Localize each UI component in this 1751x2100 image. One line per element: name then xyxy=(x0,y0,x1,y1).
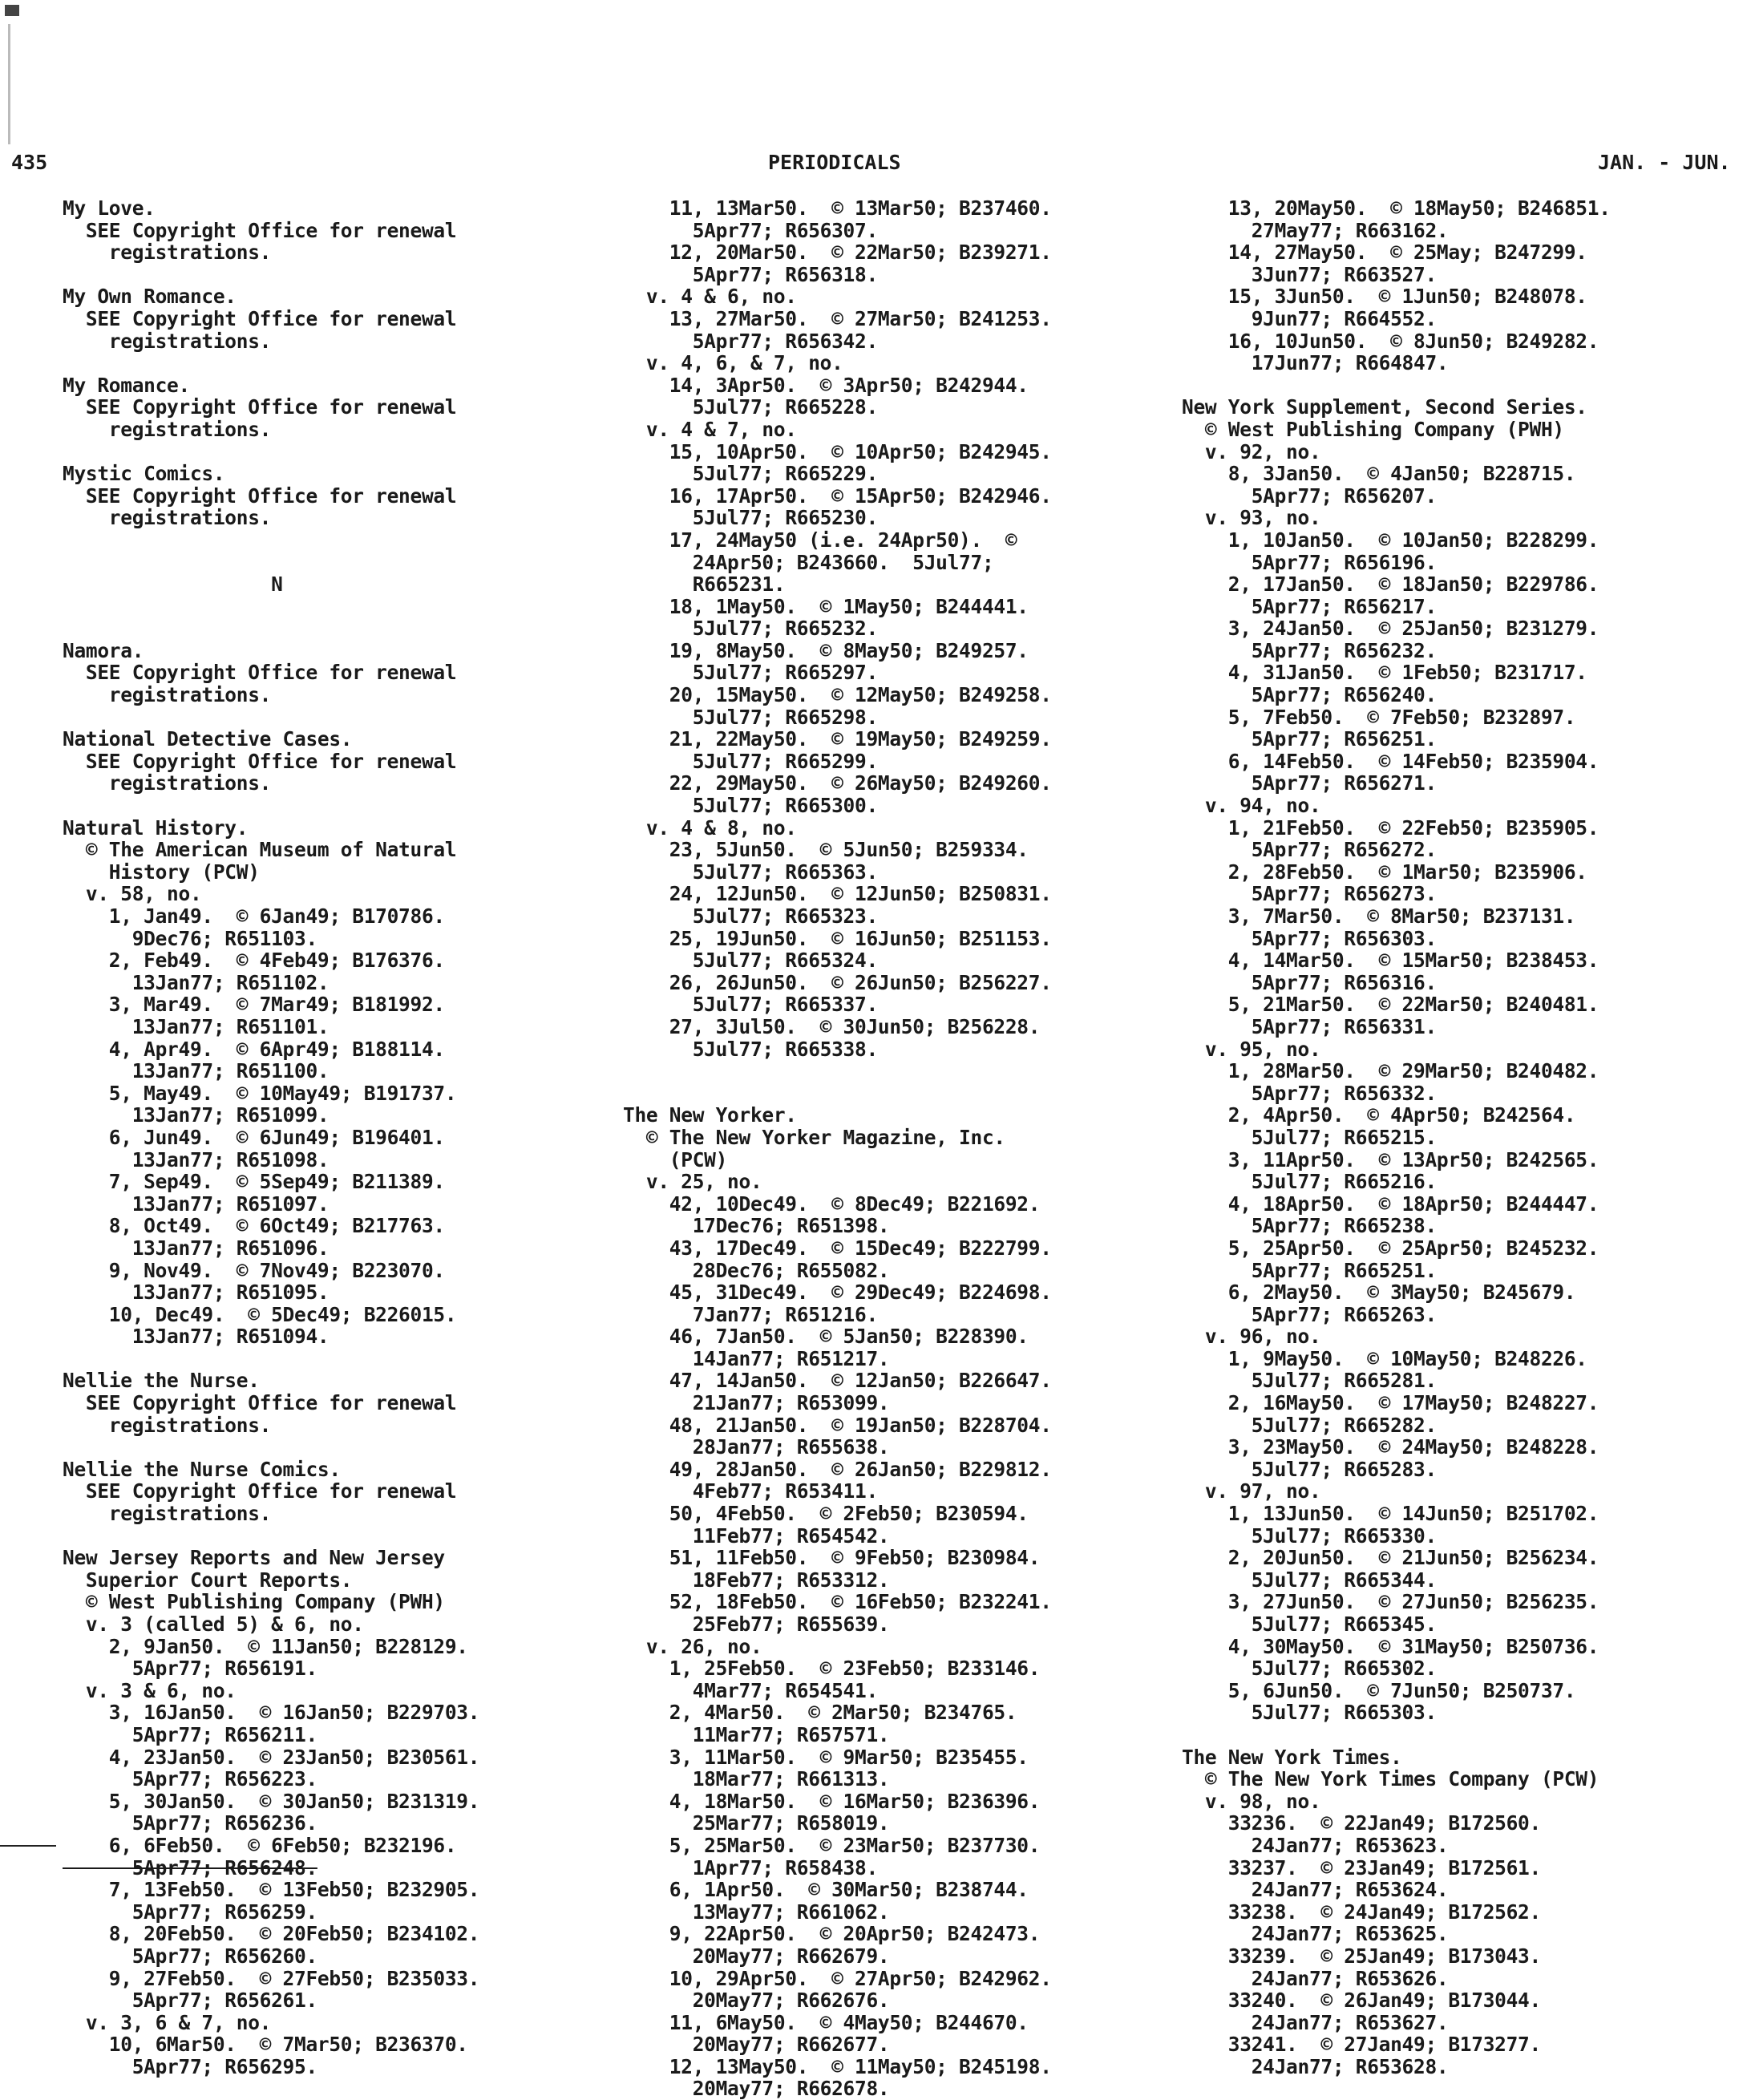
entry-line: 52, 18Feb50. © 16Feb50; B232241. xyxy=(623,1590,1052,1614)
entry-line: 11Mar77; R657571. xyxy=(623,1722,890,1746)
entry-line: 23, 5Jun50. © 5Jun50; B259334. xyxy=(623,838,1029,862)
entry-line: 5Apr77; R656240. xyxy=(1182,683,1437,707)
entry-line: 5Jul77; R665345. xyxy=(1182,1612,1437,1636)
entry-line: 28Dec76; R655082. xyxy=(623,1258,890,1282)
entry-line: 5Jul77; R665228. xyxy=(623,395,878,419)
entry-line: 5Apr77; R656318. xyxy=(623,262,878,286)
entry-line: 26, 26Jun50. © 26Jun50; B256227. xyxy=(623,970,1052,994)
entry-line: 9Dec76; R651103. xyxy=(63,926,317,950)
entry-line: The New York Times. xyxy=(1182,1745,1402,1769)
entry-line: 13Jan77; R651098. xyxy=(63,1147,330,1171)
entry-line: v. 26, no. xyxy=(623,1634,762,1658)
entry-line: v. 4 & 7, no. xyxy=(623,417,797,441)
entry-line: 24Jan77; R653623. xyxy=(1182,1833,1449,1857)
entry-line: 5Apr77; R656261. xyxy=(63,1989,317,2013)
entry-line: 20, 15May50. © 12May50; B249258. xyxy=(623,683,1052,707)
entry-line: 15, 10Apr50. © 10Apr50; B242945. xyxy=(623,439,1052,463)
entry-line: 6, 6Feb50. © 6Feb50; B232196. xyxy=(63,1833,457,1857)
entry-line: Mystic Comics. xyxy=(63,462,225,486)
entry-line: registrations. xyxy=(63,241,272,265)
entry-line: 47, 14Jan50. © 12Jan50; B226647. xyxy=(623,1369,1052,1393)
entry-line: 5, 25Apr50. © 25Apr50; B245232. xyxy=(1182,1236,1599,1260)
entry-line: 7, 13Feb50. © 13Feb50; B232905. xyxy=(63,1878,480,1902)
entry-line: 48, 21Jan50. © 19Jan50; B228704. xyxy=(623,1413,1052,1437)
entry-line: New Jersey Reports and New Jersey xyxy=(63,1546,445,1570)
entry-line: 24Jan77; R653626. xyxy=(1182,1966,1449,1990)
entry-line: 7, Sep49. © 5Sep49; B211389. xyxy=(63,1170,445,1194)
entry-line: 13Jan77; R651102. xyxy=(63,970,330,994)
entry-line: registrations. xyxy=(63,1502,272,1526)
entry-line: SEE Copyright Office for renewal xyxy=(63,218,457,242)
entry-line: 18Mar77; R661313. xyxy=(623,1767,890,1791)
entry-line: 51, 11Feb50. © 9Feb50; B230984. xyxy=(623,1546,1041,1570)
entry-line: 5Apr77; R656217. xyxy=(1182,594,1437,618)
entry-line: registrations. xyxy=(63,329,272,353)
entry-line: 22, 29May50. © 26May50; B249260. xyxy=(623,771,1052,795)
entry-line: 19, 8May50. © 8May50; B249257. xyxy=(623,638,1029,662)
entry-line xyxy=(63,596,479,618)
entry-line: 2, 4Apr50. © 4Apr50; B242564. xyxy=(1182,1103,1576,1127)
entry-line: 3, 27Jun50. © 27Jun50; B256235. xyxy=(1182,1590,1599,1614)
entry-line: N xyxy=(63,573,283,597)
entry-line: © West Publishing Company (PWH) xyxy=(63,1590,445,1614)
entry-line: 50, 4Feb50. © 2Feb50; B230594. xyxy=(623,1502,1029,1526)
entry-line: 5Apr77; R656211. xyxy=(63,1722,317,1746)
entry-line: 4, 14Mar50. © 15Mar50; B238453. xyxy=(1182,949,1599,973)
entry-line: 2, 16May50. © 17May50; B248227. xyxy=(1182,1391,1599,1415)
entry-line: 28Jan77; R655638. xyxy=(623,1435,890,1459)
entry-line: registrations. xyxy=(63,683,272,707)
entry-line: 5Apr77; R656272. xyxy=(1182,838,1437,862)
entry-line: 5Apr77; R656191. xyxy=(63,1657,317,1681)
entry-line: 5Apr77; R656196. xyxy=(1182,550,1437,574)
entry-line: 1, 10Jan50. © 10Jan50; B228299. xyxy=(1182,528,1599,552)
scan-artifact xyxy=(8,24,10,144)
entry-line: 3, 11Mar50. © 9Mar50; B235455. xyxy=(623,1745,1029,1769)
entry-line: 5Apr77; R656331. xyxy=(1182,1014,1437,1038)
entry-line: registrations. xyxy=(63,417,272,441)
entry-line xyxy=(63,795,479,817)
entry-line: 5Jul77; R665344. xyxy=(1182,1568,1437,1592)
entry-line: 33237. © 23Jan49; B172561. xyxy=(1182,1855,1541,1879)
entry-line: 1, Jan49. © 6Jan49; B170786. xyxy=(63,904,445,928)
entry-line: 1, 13Jun50. © 14Jun50; B251702. xyxy=(1182,1502,1599,1526)
entry-line: 16, 10Jun50. © 8Jun50; B249282. xyxy=(1182,329,1599,353)
entry-line: 8, Oct49. © 6Oct49; B217763. xyxy=(63,1214,445,1238)
entry-line: 4, 23Jan50. © 23Jan50; B230561. xyxy=(63,1745,480,1769)
entry-line: © The New York Times Company (PCW) xyxy=(1182,1767,1599,1791)
entry-line: 4, 18Apr50. © 18Apr50; B244447. xyxy=(1182,1192,1599,1216)
entry-line: SEE Copyright Office for renewal xyxy=(63,306,457,330)
entry-line: 13Jan77; R651101. xyxy=(63,1014,330,1038)
entry-line: 21Jan77; R653099. xyxy=(623,1391,890,1415)
column-left xyxy=(63,197,479,2078)
entry-line: New York Supplement, Second Series. xyxy=(1182,395,1587,419)
entry-line: 5Jul77; R665283. xyxy=(1182,1457,1437,1481)
entry-line: 6, 1Apr50. © 30Mar50; B238744. xyxy=(623,1878,1029,1902)
entry-line: 27, 3Jul50. © 30Jun50; B256228. xyxy=(623,1014,1041,1038)
entry-line: 13Jan77; R651097. xyxy=(63,1192,330,1216)
entry-line: v. 3 & 6, no. xyxy=(63,1678,237,1702)
entry-line: 2, 9Jan50. © 11Jan50; B228129. xyxy=(63,1634,468,1658)
entry-line: History (PCW) xyxy=(63,860,260,884)
entry-line: © The New Yorker Magazine, Inc. xyxy=(623,1125,1005,1149)
entry-line xyxy=(623,1082,1052,1105)
entry-line xyxy=(63,529,479,552)
entry-line: SEE Copyright Office for renewal xyxy=(63,395,457,419)
entry-line: 6, 2May50. © 3May50; B245679. xyxy=(1182,1281,1576,1305)
entry-line: 1, 21Feb50. © 22Feb50; B235905. xyxy=(1182,815,1599,840)
entry-line: 5, 7Feb50. © 7Feb50; B232897. xyxy=(1182,705,1576,729)
entry-line: 5Jul77; R665232. xyxy=(623,617,878,641)
entry-line: The New Yorker. xyxy=(623,1103,797,1127)
entry-line: 33236. © 22Jan49; B172560. xyxy=(1182,1811,1541,1835)
column-right xyxy=(1182,197,1611,2078)
entry-line: 1, 25Feb50. © 23Feb50; B233146. xyxy=(623,1657,1041,1681)
entry-line: © The American Museum of Natural xyxy=(63,838,457,862)
entry-line: 5Jul77; R665230. xyxy=(623,506,878,530)
entry-line: 3, 11Apr50. © 13Apr50; B242565. xyxy=(1182,1147,1599,1171)
entry-line xyxy=(623,1060,1052,1082)
entry-line xyxy=(63,1525,479,1548)
entry-line: 17Dec76; R651398. xyxy=(623,1214,890,1238)
entry-line: v. 58, no. xyxy=(63,882,202,906)
entry-line: SEE Copyright Office for renewal xyxy=(63,749,457,773)
entry-line: 5Apr77; R656207. xyxy=(1182,484,1437,508)
entry-line: SEE Copyright Office for renewal xyxy=(63,1391,457,1415)
entry-line: 33241. © 27Jan49; B173277. xyxy=(1182,2033,1541,2057)
entry-line: 8, 20Feb50. © 20Feb50; B234102. xyxy=(63,1922,480,1946)
entry-line: registrations. xyxy=(63,771,272,795)
entry-line: My Romance. xyxy=(63,373,190,397)
entry-line: 5Apr77; R656271. xyxy=(1182,771,1437,795)
entry-line: 2, 28Feb50. © 1Mar50; B235906. xyxy=(1182,860,1587,884)
entry-line: 49, 28Jan50. © 26Jan50; B229812. xyxy=(623,1457,1052,1481)
entry-line: 11Feb77; R654542. xyxy=(623,1523,890,1548)
entry-line: © West Publishing Company (PWH) xyxy=(1182,417,1564,441)
entry-line: 5Jul77; R665281. xyxy=(1182,1369,1437,1393)
entry-line: 9, 27Feb50. © 27Feb50; B235033. xyxy=(63,1966,480,1990)
entry-line: Namora. xyxy=(63,638,144,662)
entry-line: 3, Mar49. © 7Mar49; B181992. xyxy=(63,993,445,1017)
entry-line: 5Jul77; R665338. xyxy=(623,1037,878,1061)
running-title: PERIODICALS xyxy=(768,151,901,174)
entry-line: v. 98, no. xyxy=(1182,1789,1321,1813)
entry-line: 13, 20May50. © 18May50; B246851. xyxy=(1182,196,1611,220)
entry-line: 5Jul77; R665324. xyxy=(623,949,878,973)
entry-line: 5Jul77; R665298. xyxy=(623,705,878,729)
entry-line: v. 4 & 8, no. xyxy=(623,815,797,840)
entry-line: 5Apr77; R656316. xyxy=(1182,970,1437,994)
entry-line: 24Jan77; R653625. xyxy=(1182,1922,1449,1946)
entry-line: 18Feb77; R653312. xyxy=(623,1568,890,1592)
entry-line: 5, 6Jun50. © 7Jun50; B250737. xyxy=(1182,1678,1576,1702)
entry-line: 5Apr77; R665263. xyxy=(1182,1302,1437,1326)
entry-line: 18, 1May50. © 1May50; B244441. xyxy=(623,594,1029,618)
entry-line: 5Jul77; R665302. xyxy=(1182,1657,1437,1681)
entry-line: 14Jan77; R651217. xyxy=(623,1346,890,1370)
entry-line: 11, 6May50. © 4May50; B244670. xyxy=(623,2010,1029,2034)
entry-line: 11, 13Mar50. © 13Mar50; B237460. xyxy=(623,196,1052,220)
entry-line: registrations. xyxy=(63,1413,272,1437)
entry-line: 5Apr77; R656307. xyxy=(623,218,878,242)
entry-line: 5Apr77; R656236. xyxy=(63,1811,317,1835)
entry-line: 13Jan77; R651099. xyxy=(63,1103,330,1127)
entry-line: 9, Nov49. © 7Nov49; B223070. xyxy=(63,1258,445,1282)
entry-line: 2, 17Jan50. © 18Jan50; B229786. xyxy=(1182,573,1599,597)
entry-line: 3, 24Jan50. © 25Jan50; B231279. xyxy=(1182,617,1599,641)
entry-line: 8, 3Jan50. © 4Jan50; B228715. xyxy=(1182,462,1576,486)
entry-line: 10, Dec49. © 5Dec49; B226015. xyxy=(63,1302,457,1326)
entry-line: 4, 30May50. © 31May50; B250736. xyxy=(1182,1634,1599,1658)
entry-line xyxy=(63,552,479,574)
entry-line: 17Jun77; R664847. xyxy=(1182,351,1449,375)
entry-line: registrations. xyxy=(63,506,272,530)
entry-line: Superior Court Reports. xyxy=(63,1568,353,1592)
page-number: 435 xyxy=(11,151,48,174)
entry-line: Natural History. xyxy=(63,815,249,840)
entry-line: 24, 12Jun50. © 12Jun50; B250831. xyxy=(623,882,1052,906)
entry-line: 5Apr77; R656295. xyxy=(63,2054,317,2078)
entry-line: My Love. xyxy=(63,196,156,220)
entry-line: 5Apr77; R656303. xyxy=(1182,926,1437,950)
entry-line xyxy=(63,1436,479,1459)
entry-line xyxy=(63,264,479,286)
margin-mark xyxy=(0,1845,56,1847)
entry-line: 13May77; R661062. xyxy=(623,1900,890,1924)
entry-line: v. 94, no. xyxy=(1182,794,1321,818)
entry-line: 3, 7Mar50. © 8Mar50; B237131. xyxy=(1182,904,1576,928)
entry-line: 20May77; R662677. xyxy=(623,2033,890,2057)
entry-line: 15, 3Jun50. © 1Jun50; B248078. xyxy=(1182,285,1587,309)
entry-line: 46, 7Jan50. © 5Jan50; B228390. xyxy=(623,1325,1029,1349)
entry-line: v. 93, no. xyxy=(1182,506,1321,530)
entry-line: 1Apr77; R658438. xyxy=(623,1855,878,1879)
entry-line: 1, 9May50. © 10May50; B248226. xyxy=(1182,1346,1587,1370)
entry-line: SEE Copyright Office for renewal xyxy=(63,484,457,508)
entry-line: 5Jul77; R665303. xyxy=(1182,1701,1437,1725)
entry-line: 5, 21Mar50. © 22Mar50; B240481. xyxy=(1182,993,1599,1017)
entry-line: v. 25, no. xyxy=(623,1170,762,1194)
entry-line: 13Jan77; R651094. xyxy=(63,1325,330,1349)
entry-line: 5Apr77; R656332. xyxy=(1182,1081,1437,1105)
entry-line: 25, 19Jun50. © 16Jun50; B251153. xyxy=(623,926,1052,950)
entry-line: 4, 18Mar50. © 16Mar50; B236396. xyxy=(623,1789,1041,1813)
entry-line xyxy=(63,1348,479,1370)
entry-line: 5Jul77; R665330. xyxy=(1182,1523,1437,1548)
entry-line: 5Apr77; R656232. xyxy=(1182,638,1437,662)
entry-line: 13, 27Mar50. © 27Mar50; B241253. xyxy=(623,306,1052,330)
entry-line: 5, 30Jan50. © 30Jan50; B231319. xyxy=(63,1789,480,1813)
entry-line: 5Jul77; R665216. xyxy=(1182,1170,1437,1194)
entry-line: 43, 17Dec49. © 15Dec49; B222799. xyxy=(623,1236,1052,1260)
entry-line: 5Jul77; R665323. xyxy=(623,904,878,928)
entry-line: 1, 28Mar50. © 29Mar50; B240482. xyxy=(1182,1059,1599,1083)
entry-line: 5Apr77; R656260. xyxy=(63,1944,317,1968)
entry-line: 25Mar77; R658019. xyxy=(623,1811,890,1835)
entry-line: 13Jan77; R651100. xyxy=(63,1059,330,1083)
entry-line: 20May77; R662679. xyxy=(623,1944,890,1968)
entry-line: 33238. © 24Jan49; B172562. xyxy=(1182,1900,1541,1924)
entry-line: 5Jul77; R665299. xyxy=(623,749,878,773)
entry-line: 24Jan77; R653628. xyxy=(1182,2054,1449,2078)
entry-line: 13Jan77; R651096. xyxy=(63,1236,330,1260)
entry-line: National Detective Cases. xyxy=(63,727,353,751)
entry-line: Nellie the Nurse. xyxy=(63,1369,260,1393)
entry-line: (PCW) xyxy=(623,1147,728,1171)
entry-line: 3, 16Jan50. © 16Jan50; B229703. xyxy=(63,1701,480,1725)
entry-line: 2, 4Mar50. © 2Mar50; B234765. xyxy=(623,1701,1017,1725)
entry-line: 9Jun77; R664552. xyxy=(1182,306,1437,330)
entry-line: 5Jul77; R665297. xyxy=(623,661,878,685)
entry-line: v. 4 & 6, no. xyxy=(623,285,797,309)
entry-line: 5Jul77; R665337. xyxy=(623,993,878,1017)
entry-line xyxy=(63,617,479,640)
entry-line: 5Apr77; R656251. xyxy=(1182,727,1437,751)
entry-line: v. 4, 6, & 7, no. xyxy=(623,351,843,375)
entry-line: 4Feb77; R653411. xyxy=(623,1479,878,1503)
scan-artifact xyxy=(5,5,19,16)
entry-line: 42, 10Dec49. © 8Dec49; B221692. xyxy=(623,1192,1041,1216)
entry-line: 5Apr77; R656248. xyxy=(63,1855,317,1879)
entry-line: 4, Apr49. © 6Apr49; B188114. xyxy=(63,1037,445,1061)
entry-line: 20May77; R662678. xyxy=(623,2077,890,2100)
entry-line: 25Feb77; R655639. xyxy=(623,1612,890,1636)
entry-line: SEE Copyright Office for renewal xyxy=(63,1479,457,1503)
entry-line: 5Jul77; R665300. xyxy=(623,794,878,818)
entry-line xyxy=(63,706,479,729)
entry-line: 33239. © 25Jan49; B173043. xyxy=(1182,1944,1541,1968)
entry-line: v. 3 (called 5) & 6, no. xyxy=(63,1612,364,1636)
entry-line: 24Jan77; R653624. xyxy=(1182,1878,1449,1902)
entry-line: 12, 20Mar50. © 22Mar50; B239271. xyxy=(623,241,1052,265)
entry-line: 5Apr77; R656273. xyxy=(1182,882,1437,906)
entry-line: 5, 25Mar50. © 23Mar50; B237730. xyxy=(623,1833,1041,1857)
entry-line: Nellie the Nurse Comics. xyxy=(63,1457,341,1481)
entry-line: 24Apr50; B243660. 5Jul77; xyxy=(623,550,994,574)
entry-line: v. 97, no. xyxy=(1182,1479,1321,1503)
entry-line: 10, 29Apr50. © 27Apr50; B242962. xyxy=(623,1966,1052,1990)
entry-line: 14, 3Apr50. © 3Apr50; B242944. xyxy=(623,373,1029,397)
entry-line: 2, 20Jun50. © 21Jun50; B256234. xyxy=(1182,1546,1599,1570)
entry-line: 2, Feb49. © 4Feb49; B176376. xyxy=(63,949,445,973)
entry-line: v. 96, no. xyxy=(1182,1325,1321,1349)
entry-line: 13Jan77; R651095. xyxy=(63,1281,330,1305)
entry-line: R665231. xyxy=(623,573,786,597)
date-range: JAN. - JUN. xyxy=(1598,151,1731,174)
entry-line: v. 3, 6 & 7, no. xyxy=(63,2010,272,2034)
entry-line: 5Apr77; R656259. xyxy=(63,1900,317,1924)
entry-line: v. 95, no. xyxy=(1182,1037,1321,1061)
entry-line: 45, 31Dec49. © 29Dec49; B224698. xyxy=(623,1281,1052,1305)
entry-line: 5Apr77; R656342. xyxy=(623,329,878,353)
entry-line: 12, 13May50. © 11May50; B245198. xyxy=(623,2054,1052,2078)
entry-line: 24Jan77; R653627. xyxy=(1182,2010,1449,2034)
entry-line: 17, 24May50 (i.e. 24Apr50). © xyxy=(623,528,1017,552)
entry-line: 9, 22Apr50. © 20Apr50; B242473. xyxy=(623,1922,1041,1946)
entry-line: 4Mar77; R654541. xyxy=(623,1678,878,1702)
entry-line: 6, Jun49. © 6Jun49; B196401. xyxy=(63,1125,445,1149)
entry-line xyxy=(63,441,479,463)
entry-line: 21, 22May50. © 19May50; B249259. xyxy=(623,727,1052,751)
entry-line: 33240. © 26Jan49; B173044. xyxy=(1182,1989,1541,2013)
entry-line xyxy=(63,352,479,374)
entry-line: 16, 17Apr50. © 15Apr50; B242946. xyxy=(623,484,1052,508)
entry-line xyxy=(1182,374,1611,397)
entry-line: 27May77; R663162. xyxy=(1182,218,1449,242)
entry-line: 20May77; R662676. xyxy=(623,1989,890,2013)
entry-line: v. 92, no. xyxy=(1182,439,1321,463)
entry-line: 3, 23May50. © 24May50; B248228. xyxy=(1182,1435,1599,1459)
entry-line: 5Apr77; R665251. xyxy=(1182,1258,1437,1282)
entry-line: 14, 27May50. © 25May; B247299. xyxy=(1182,241,1587,265)
entry-line: 5Apr77; R656223. xyxy=(63,1767,317,1791)
entry-line: My Own Romance. xyxy=(63,285,237,309)
entry-line: 5Jul77; R665215. xyxy=(1182,1125,1437,1149)
entry-line: 6, 14Feb50. © 14Feb50; B235904. xyxy=(1182,749,1599,773)
entry-line: 7Jan77; R651216. xyxy=(623,1302,878,1326)
entry-line: 5Jul77; R665229. xyxy=(623,462,878,486)
entry-line: SEE Copyright Office for renewal xyxy=(63,661,457,685)
entry-line: 5Jul77; R665282. xyxy=(1182,1413,1437,1437)
column-middle xyxy=(623,197,1052,2100)
entry-line xyxy=(1182,1724,1611,1746)
entry-line: 5Jul77; R665363. xyxy=(623,860,878,884)
entry-line: 10, 6Mar50. © 7Mar50; B236370. xyxy=(63,2033,468,2057)
entry-line: 5Apr77; R665238. xyxy=(1182,1214,1437,1238)
entry-line: 5, May49. © 10May49; B191737. xyxy=(63,1081,457,1105)
entry-line: 4, 31Jan50. © 1Feb50; B231717. xyxy=(1182,661,1587,685)
entry-line: 3Jun77; R663527. xyxy=(1182,262,1437,286)
